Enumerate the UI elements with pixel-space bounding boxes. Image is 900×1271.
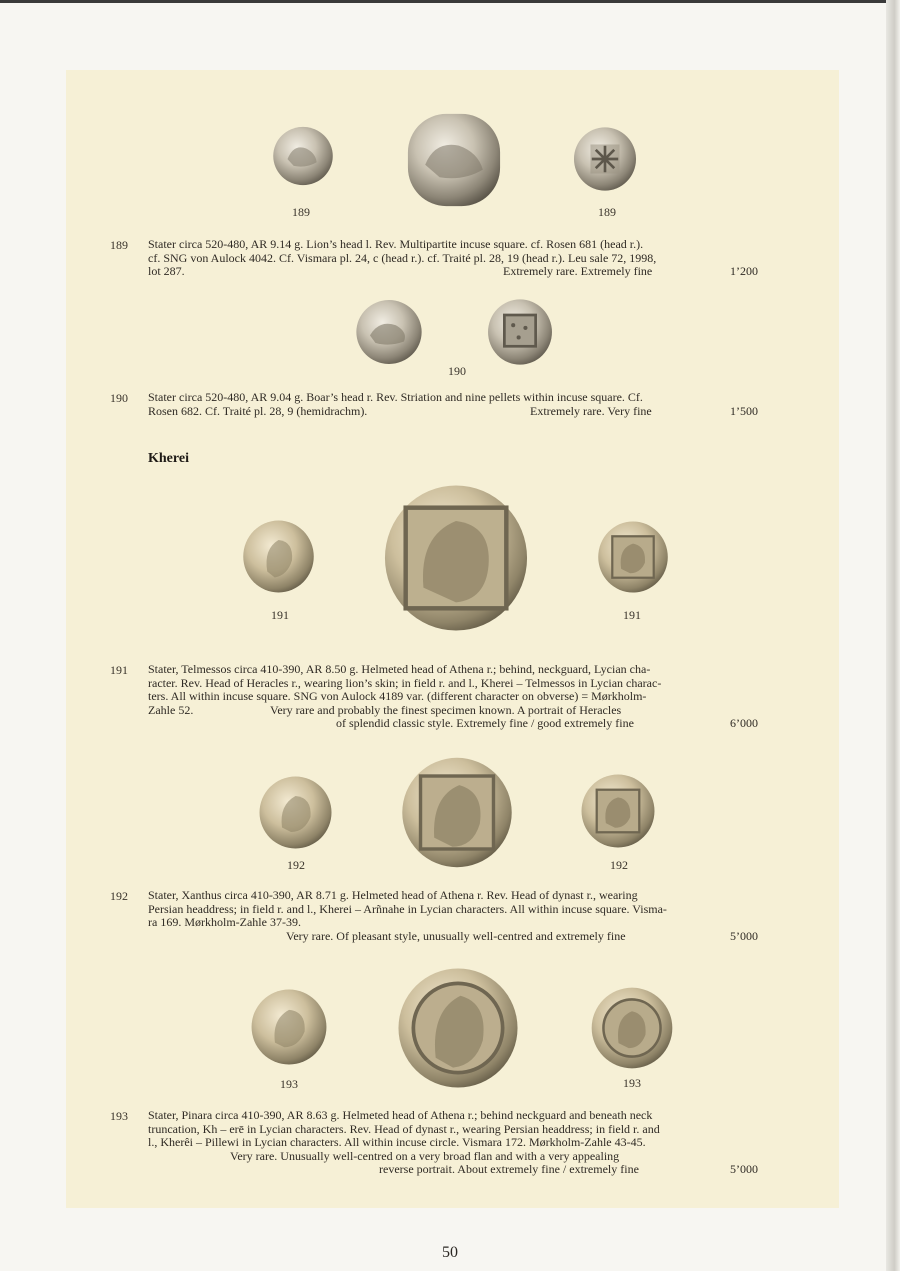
lot-price: 6’000 bbox=[730, 716, 758, 730]
coin-photo bbox=[258, 775, 333, 850]
lot-price: 5’000 bbox=[730, 1162, 758, 1176]
lot-grade: Very rare. Of pleasant style, unusually well-centred and extremely fine bbox=[286, 928, 626, 943]
coin-photo bbox=[484, 298, 556, 366]
description-line: Stater, Xanthus circa 410-390, AR 8.71 g. Helmeted head of Athena r. Rev. Head of dynast r., wearing bbox=[148, 888, 638, 902]
description-line: Stater circa 520-480, AR 9.14 g. Lion’s head l. Rev. Multipartite incuse square. cf. Rosen 681 (head r.). bbox=[148, 237, 644, 251]
description-line: ters. All within incuse square. SNG von Aulock 4189 var. (different character on obverse) = Mørkholm- bbox=[148, 689, 647, 703]
lot-description bbox=[148, 1109, 758, 1177]
coin-photo bbox=[590, 986, 674, 1070]
lot-description bbox=[148, 889, 758, 943]
section-heading: Kherei bbox=[148, 451, 189, 466]
description-line: Stater circa 520-480, AR 9.04 g. Boar’s head r. Rev. Striation and nine pellets within incuse square. Cf. bbox=[148, 390, 643, 404]
coin-photo bbox=[270, 125, 336, 187]
coin-photo bbox=[382, 473, 530, 643]
photo-label: 189 bbox=[292, 205, 310, 219]
top-edge bbox=[0, 0, 900, 3]
lot-grade: Very rare. Unusually well-centred on a very broad flan and with a very appealing bbox=[230, 1148, 620, 1163]
lot-number: 192 bbox=[110, 889, 128, 903]
photo-label: 191 bbox=[271, 608, 289, 622]
lot-number: 189 bbox=[110, 238, 128, 252]
photo-label: 193 bbox=[280, 1077, 298, 1091]
photo-label: 193 bbox=[623, 1076, 641, 1090]
lot-description bbox=[148, 391, 758, 418]
photo-label: 189 bbox=[598, 205, 616, 219]
description-line: Rosen 682. Cf. Traité pl. 28, 9 (hemidrachm). bbox=[148, 403, 368, 418]
lot-grade: of splendid classic style. Extremely fine / good extremely fine bbox=[336, 716, 634, 730]
page-number: 50 bbox=[442, 1244, 458, 1261]
photo-label: 192 bbox=[610, 858, 628, 872]
lot-grade: Extremely rare. Extremely fine bbox=[503, 264, 653, 278]
description-line: Persian headdress; in field r. and l., Kherei – Arñnahe in Lycian characters. All within incuse square. Visma- bbox=[148, 901, 667, 916]
photo-label: 192 bbox=[287, 858, 305, 872]
lot-price: 1’500 bbox=[730, 403, 758, 418]
description-line: cf. SNG von Aulock 4042. Cf. Vismara pl. 24, c (head r.). cf. Traité pl. 28, 19 (head r.). Leu sale 72, 1998, bbox=[148, 250, 657, 265]
coin-photo bbox=[402, 112, 506, 208]
lot-price: 5’000 bbox=[730, 928, 758, 943]
coin-photo bbox=[250, 985, 328, 1069]
description-line: l., Kherêi – Pillewi in Lycian characters. All within incuse circle. Vismara 172. Mørkholm-Zahle 43-45. bbox=[148, 1135, 646, 1149]
lot-description bbox=[148, 663, 758, 731]
page-binding-edge bbox=[886, 0, 900, 1271]
lot-number: 193 bbox=[110, 1109, 128, 1123]
description-line: racter. Rev. Head of Heracles r., wearing lion’s skin; in field r. and l., Kherei – Telmessos in Lycian charac- bbox=[148, 675, 662, 690]
description-line: Stater, Pinara circa 410-390, AR 8.63 g. Helmeted head of Athena r.; behind neckguard and beneath neck bbox=[148, 1108, 653, 1122]
coin-photo bbox=[400, 755, 514, 870]
lot-grade: Very rare and probably the finest specimen known. A portrait of Heracles bbox=[270, 702, 622, 717]
coin-photo bbox=[241, 515, 316, 598]
coin-photo bbox=[395, 966, 521, 1090]
coin-photo bbox=[580, 773, 656, 849]
photo-label: 191 bbox=[623, 608, 641, 622]
coin-photo bbox=[353, 298, 425, 366]
description-line: lot 287. bbox=[148, 264, 185, 278]
description-line: ra 169. Mørkholm-Zahle 37-39. bbox=[148, 915, 301, 929]
photo-label: 190 bbox=[448, 364, 466, 378]
lot-number: 191 bbox=[110, 663, 128, 677]
coin-photo bbox=[596, 514, 670, 600]
coin-photo bbox=[572, 124, 638, 194]
lot-number: 190 bbox=[110, 391, 128, 405]
description-line: Zahle 52. bbox=[148, 702, 194, 717]
lot-price: 1’200 bbox=[730, 264, 758, 278]
lot-grade: Extremely rare. Very fine bbox=[530, 403, 652, 418]
description-line: Stater, Telmessos circa 410-390, AR 8.50 g. Helmeted head of Athena r.; behind, neckguard, Lycian cha- bbox=[148, 662, 651, 676]
lot-description bbox=[148, 238, 758, 279]
lot-grade: reverse portrait. About extremely fine / extremely fine bbox=[379, 1162, 639, 1176]
description-line: truncation, Kh – erē in Lycian characters. Rev. Head of dynast r., wearing Persian headdress; in field r. and bbox=[148, 1121, 660, 1136]
